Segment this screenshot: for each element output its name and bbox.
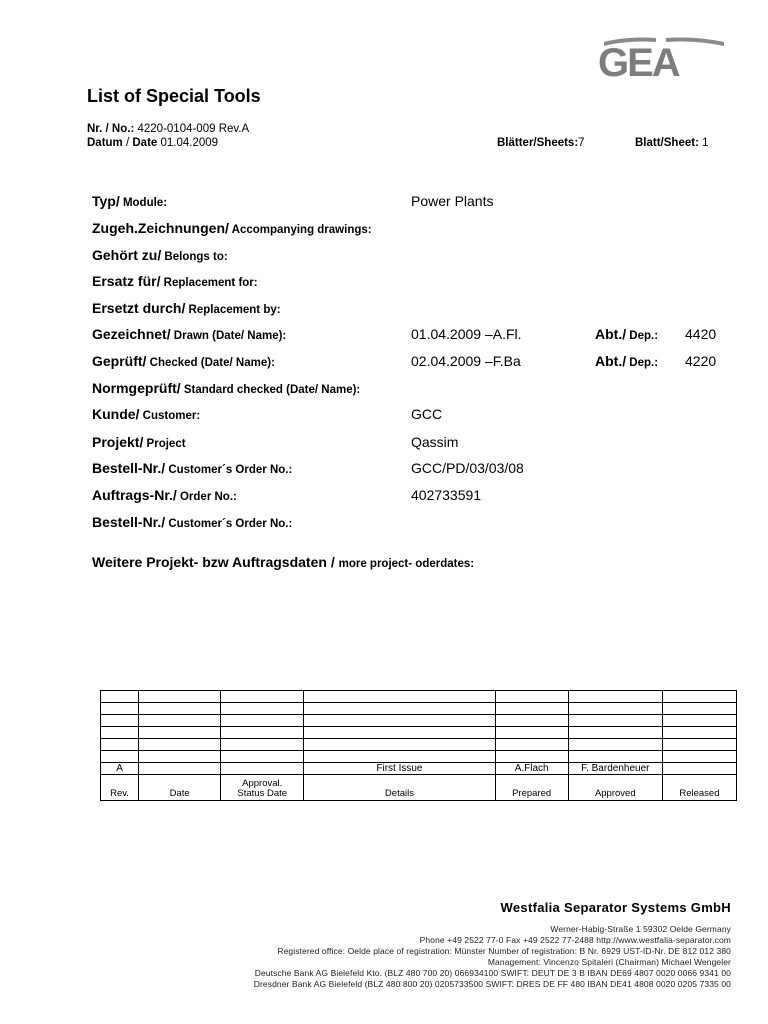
table-cell <box>662 763 736 775</box>
table-column-header: Details <box>304 775 495 801</box>
field-label-checked: Geprüft/ Checked (Date/ Name): <box>92 353 275 369</box>
table-cell <box>304 703 495 715</box>
table-cell <box>568 715 662 727</box>
gea-logo <box>596 36 730 80</box>
field-label-belongs-to: Gehört zu/ Belongs to: <box>92 247 228 263</box>
dep-value-drawn: 4420 <box>685 326 717 342</box>
table-cell <box>495 691 568 703</box>
nr-value: 4220-0104-009 Rev.A <box>137 123 250 135</box>
table-cell <box>139 739 221 751</box>
table-row <box>101 703 737 715</box>
table-cell: A.Flach <box>495 763 568 775</box>
field-label-drawings: Zugeh.Zeichnungen/ Accompanying drawings: <box>92 220 372 236</box>
datum-label: Datum <box>87 137 123 149</box>
company-name: Westfalia Separator Systems GmbH <box>500 900 731 915</box>
footer-bank-2: Dresdner Bank AG Bielefeld (BLZ 480 800 20) 0205733500 SWIFT: DRES DE FF 480 IBAN DE41 4808 0020 0205 7335 00 <box>253 979 731 989</box>
nr-label: Nr. / No.: <box>87 123 135 135</box>
field-label-customer: Kunde/ Customer: <box>92 406 201 422</box>
footer-management: Management: Vincenzo Spitaleri (Chairman) Michael Wengeler <box>487 957 731 967</box>
field-label-replacement-by: Ersetzt durch/ Replacement by: <box>92 300 281 316</box>
table-column-header: Approved <box>568 775 662 801</box>
document-date <box>87 137 218 149</box>
field-label-order-no: Auftrags-Nr./ Order No.: <box>92 487 237 503</box>
revision-table-body <box>101 691 737 801</box>
table-cell <box>221 739 304 751</box>
table-cell <box>139 751 221 763</box>
field-label-module: Typ/ Module: <box>92 193 168 209</box>
dep-value-checked: 4220 <box>685 353 717 369</box>
sheets-count <box>497 137 585 149</box>
field-value-module: Power Plants <box>411 193 494 209</box>
dep-label-drawn: Abt./ Dep.: <box>595 326 659 342</box>
table-cell <box>495 727 568 739</box>
field-value-checked: 02.04.2009 –F.Ba <box>411 353 521 369</box>
table-column-header: Prepared <box>495 775 568 801</box>
table-cell <box>495 739 568 751</box>
table-cell <box>662 727 736 739</box>
field-label-project: Projekt/ Project <box>92 434 186 450</box>
table-cell <box>304 715 495 727</box>
table-row <box>101 751 737 763</box>
table-cell <box>101 691 139 703</box>
document-number <box>87 123 249 135</box>
table-cell <box>101 751 139 763</box>
field-value-order-no: 402733591 <box>411 487 482 503</box>
table-cell <box>495 751 568 763</box>
table-cell <box>221 751 304 763</box>
footer-bank-1: Deutsche Bank AG Bielefeld Kto. (BLZ 480 700 20) 066934100 SWIFT: DEUT DE 3 B IBAN DE69 4807 0020 0066 9341 00 <box>254 968 731 978</box>
footer-address: Werner-Habig-Straße 1 59302 Oelde Germany <box>550 924 731 934</box>
field-label-replacement-for: Ersatz für/ Replacement for: <box>92 273 258 289</box>
table-cell <box>304 739 495 751</box>
field-label-customer-order-2: Bestell-Nr./ Customer´s Order No.: <box>92 514 293 530</box>
table-cell <box>101 739 139 751</box>
footer-registration: Registered office: Oelde place of registration: Münster Number of registration: B Nr. 6929 UST-ID-Nr. DE 812 012 380 <box>277 946 731 956</box>
document-title: List of Special Tools <box>87 86 261 106</box>
table-cell <box>568 703 662 715</box>
revision-table <box>100 690 737 801</box>
table-cell <box>101 727 139 739</box>
footer-contact: Phone +49 2522 77-0 Fax +49 2522 77-2488 http://www.westfalia-separator.com <box>419 935 731 945</box>
table-cell <box>568 691 662 703</box>
table-column-header <box>221 775 304 801</box>
table-cell <box>101 715 139 727</box>
sheets-label: Blätter/Sheets: <box>497 137 579 149</box>
table-column-header: Date <box>139 775 221 801</box>
date-value: 01.04.2009 <box>160 137 219 149</box>
table-cell <box>662 751 736 763</box>
field-value-customer-order: GCC/PD/03/03/08 <box>411 460 524 476</box>
table-cell <box>662 739 736 751</box>
field-value-drawn: 01.04.2009 –A.Fl. <box>411 326 522 342</box>
table-row <box>101 727 737 739</box>
table-row <box>101 691 737 703</box>
table-cell: A <box>101 763 139 775</box>
dep-label-checked: Abt./ Dep.: <box>595 353 659 369</box>
table-cell <box>568 727 662 739</box>
table-cell: F. Bardenheuer <box>568 763 662 775</box>
date-label: Date <box>132 137 158 149</box>
logo-text: GEA <box>598 41 679 80</box>
table-cell <box>221 727 304 739</box>
table-cell <box>495 703 568 715</box>
sheet-label: Blatt/Sheet: <box>635 137 699 149</box>
datum-separator: / <box>122 137 133 149</box>
table-cell <box>568 739 662 751</box>
table-cell <box>221 715 304 727</box>
field-label-drawn: Gezeichnet/ Drawn (Date/ Name): <box>92 326 287 342</box>
approval-header-line-1: Approval. <box>242 778 283 789</box>
table-cell: First Issue <box>304 763 495 775</box>
table-cell <box>662 715 736 727</box>
table-column-header: Released <box>662 775 736 801</box>
table-cell <box>139 703 221 715</box>
table-cell <box>568 751 662 763</box>
table-cell <box>139 691 221 703</box>
table-cell <box>221 763 304 775</box>
table-cell <box>139 763 221 775</box>
field-value-project: Qassim <box>411 434 459 450</box>
approval-header-line-2: Status Date <box>237 788 288 799</box>
table-row <box>101 763 737 775</box>
table-cell <box>662 691 736 703</box>
table-row <box>101 739 737 751</box>
sheets-value: 7 <box>578 137 585 149</box>
table-cell <box>304 691 495 703</box>
table-header-row <box>101 775 737 801</box>
field-label-customer-order: Bestell-Nr./ Customer´s Order No.: <box>92 460 293 476</box>
field-value-customer: GCC <box>411 406 443 422</box>
table-cell <box>495 715 568 727</box>
further-data-label: Weitere Projekt- bzw Auftragsdaten / more project- oderdates: <box>92 554 475 570</box>
table-cell <box>304 727 495 739</box>
table-cell <box>139 715 221 727</box>
table-row <box>101 715 737 727</box>
field-label-standard-checked: Normgeprüft/ Standard checked (Date/ Name): <box>92 380 361 396</box>
table-cell <box>139 727 221 739</box>
sheet-value: 1 <box>702 137 709 149</box>
table-cell <box>101 703 139 715</box>
table-cell <box>662 703 736 715</box>
sheet-number <box>635 137 709 149</box>
table-column-header: Rev. <box>101 775 139 801</box>
table-cell <box>304 751 495 763</box>
table-cell <box>221 703 304 715</box>
table-cell <box>221 691 304 703</box>
